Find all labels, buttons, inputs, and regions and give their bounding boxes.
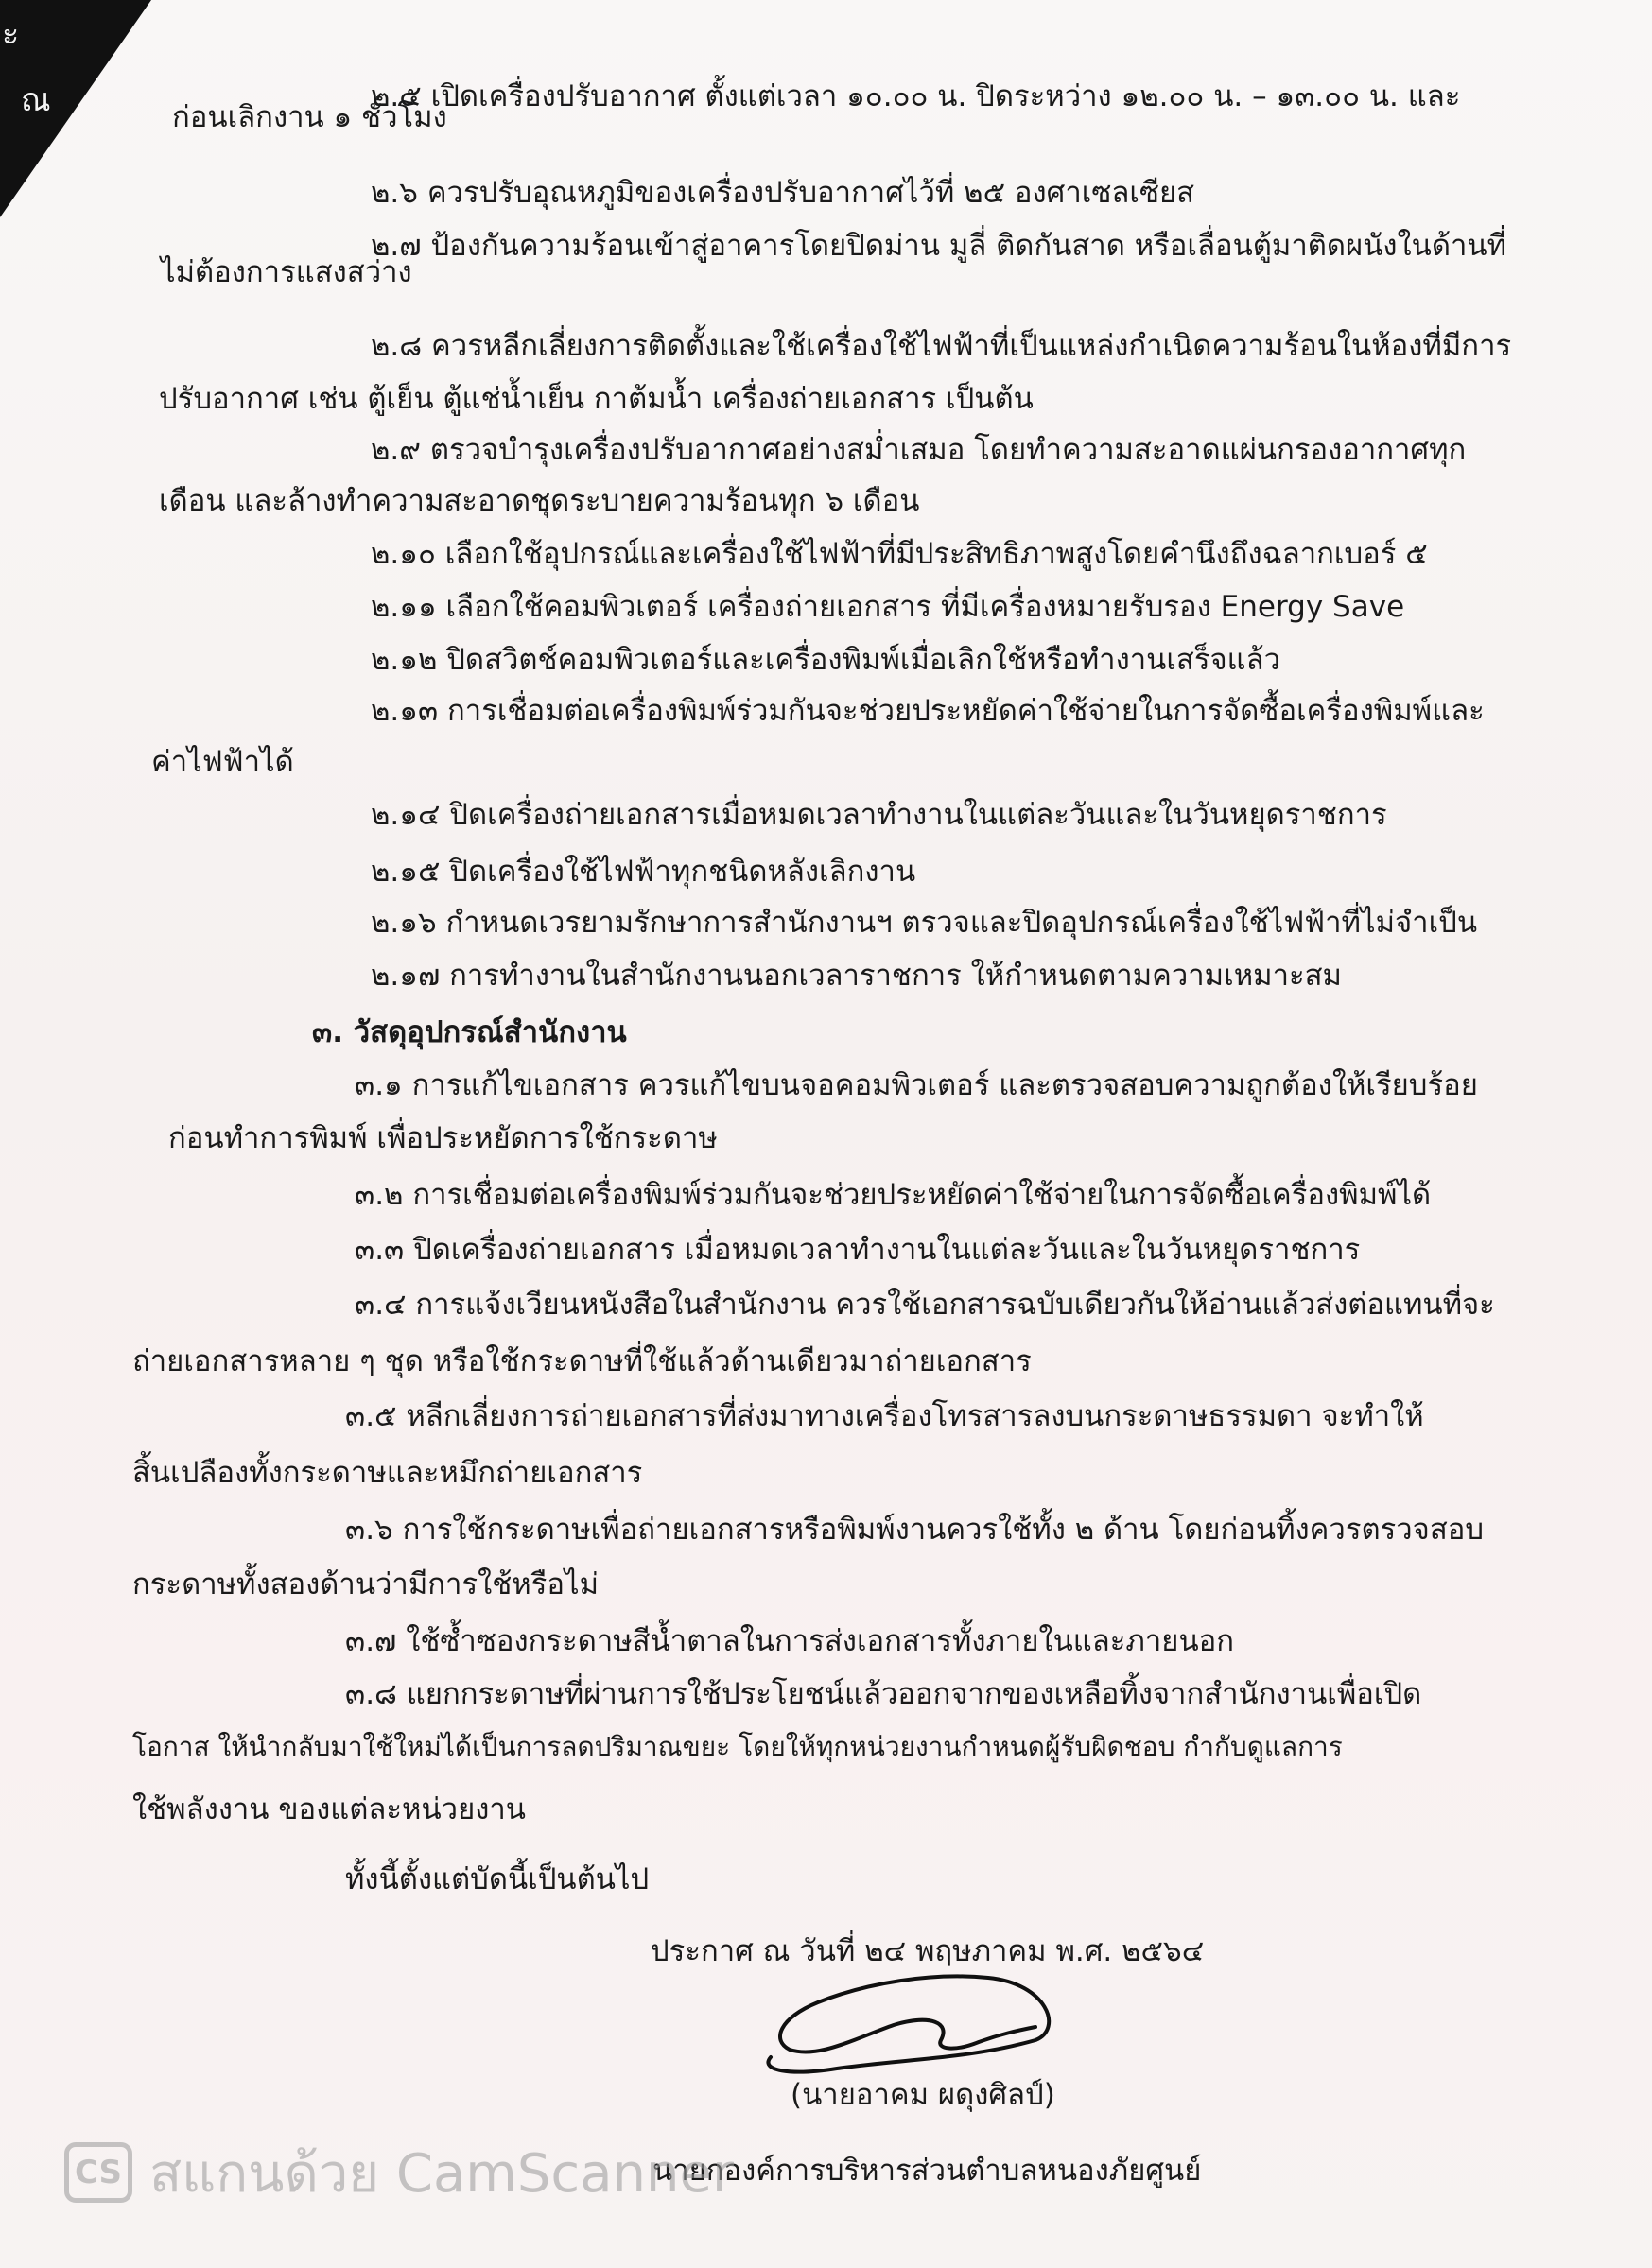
camscanner-watermark: [64, 2138, 734, 2207]
watermark-text: สแกนด้วย CamScanner: [149, 2142, 734, 2205]
clause-2-14: ๒.๑๔ ปิดเครื่องถ่ายเอกสารเมื่อหมดเวลาทำงานในแต่ละวันและในวันหยุดราชการ: [371, 798, 1387, 832]
clause-2-5: ๒.๕ เปิดเครื่องปรับอากาศ ตั้งแต่เวลา ๑๐.๐๐ น. ปิดระหว่าง ๑๒.๐๐ น. – ๑๓.๐๐ น. และ: [371, 79, 1461, 113]
clause-2-7-cont: ไม่ต้องการแสงสว่าง: [161, 255, 412, 289]
clause-2-6: ๒.๖ ควรปรับอุณหภูมิของเครื่องปรับอากาศไว้ที่ ๒๕ องศาเซลเซียส: [371, 176, 1195, 210]
clause-2-8-cont: ปรับอากาศ เช่น ตู้เย็น ตู้แช่น้ำเย็น กาต้มน้ำ เครื่องถ่ายเอกสาร เป็นต้น: [159, 382, 1034, 416]
clause-3-8-cont: โอกาส ให้นำกลับมาใช้ใหม่ได้เป็นการลดปริมาณขยะ โดยให้ทุกหน่วยงานกำหนดผู้รับผิดชอบ กำกับดูแลการ: [132, 1731, 1343, 1762]
clause-3-2: ๓.๒ การเชื่อมต่อเครื่องพิมพ์ร่วมกันจะช่วยประหยัดค่าใช้จ่ายในการจัดซื้อเครื่องพิมพ์ได้: [355, 1178, 1432, 1212]
clause-3-1: ๓.๑ การแก้ไขเอกสาร ควรแก้ไขบนจอคอมพิวเตอร์ และตรวจสอบความถูกต้องให้เรียบร้อย: [355, 1068, 1478, 1102]
clause-3-1-cont: ก่อนทำการพิมพ์ เพื่อประหยัดการใช้กระดาษ: [168, 1121, 718, 1155]
clause-3-5: ๓.๕ หลีกเลี่ยงการถ่ายเอกสารที่ส่งมาทางเครื่องโทรสารลงบนกระดาษธรรมดา จะทำให้: [345, 1399, 1424, 1433]
clause-3-8: ๓.๘ แยกกระดาษที่ผ่านการใช้ประโยชน์แล้วออกจากของเหลือทิ้งจากสำนักงานเพื่อเปิด: [345, 1677, 1422, 1711]
clause-2-5-cont: ก่อนเลิกงาน ๑ ชั่วโมง: [172, 100, 447, 134]
clause-3-3: ๓.๓ ปิดเครื่องถ่ายเอกสาร เมื่อหมดเวลาทำงานในแต่ละวันและในวันหยุดราชการ: [355, 1233, 1361, 1267]
corner-mark: ะ: [2, 15, 20, 53]
section-3-heading: ๓. วัสดุอุปกรณ์สำนักงาน: [312, 1015, 627, 1049]
clause-2-7: ๒.๗ ป้องกันความร้อนเข้าสู่อาคารโดยปิดม่าน มูลี่ ติดกันสาด หรือเลื่อนตู้มาติดผนังในด้านที่: [371, 229, 1507, 263]
clause-2-9-cont: เดือน และล้างทำความสะอาดชุดระบายความร้อนทุก ๖ เดือน: [159, 484, 920, 518]
camscanner-logo-icon: CS: [64, 2142, 132, 2203]
announcement-date: ประกาศ ณ วันที่ ๒๔ พฤษภาคม พ.ศ. ๒๕๖๔: [651, 1934, 1205, 1968]
clause-2-10: ๒.๑๐ เลือกใช้อุปกรณ์และเครื่องใช้ไฟฟ้าที่มีประสิทธิภาพสูงโดยคำนึงถึงฉลากเบอร์ ๕: [371, 537, 1428, 571]
clause-2-12: ๒.๑๒ ปิดสวิตช์คอมพิวเตอร์และเครื่องพิมพ์เมื่อเลิกใช้หรือทำงานเสร็จแล้ว: [371, 643, 1281, 677]
clause-3-4-cont: ถ่ายเอกสารหลาย ๆ ชุด หรือใช้กระดาษที่ใช้แล้วด้านเดียวมาถ่ายเอกสาร: [132, 1344, 1032, 1378]
clause-2-16: ๒.๑๖ กำหนดเวรยามรักษาการสำนักงานฯ ตรวจและปิดอุปกรณ์เครื่องใช้ไฟฟ้าที่ไม่จำเป็น: [371, 906, 1478, 940]
handwritten-signature: [752, 1946, 1064, 2078]
clause-2-13: ๒.๑๓ การเชื่อมต่อเครื่องพิมพ์ร่วมกันจะช่วยประหยัดค่าใช้จ่ายในการจัดซื้อเครื่องพิมพ์และ: [371, 694, 1485, 728]
clause-2-15: ๒.๑๕ ปิดเครื่องใช้ไฟฟ้าทุกชนิดหลังเลิกงาน: [371, 855, 916, 889]
clause-3-6-cont: กระดาษทั้งสองด้านว่ามีการใช้หรือไม่: [132, 1567, 600, 1601]
corner-mark: ณ: [21, 81, 51, 119]
clause-3-8-cont2: ใช้พลังงาน ของแต่ละหน่วยงาน: [132, 1792, 526, 1827]
clause-2-17: ๒.๑๗ การทำงานในสำนักงานนอกเวลาราชการ ให้กำหนดตามความเหมาะสม: [371, 959, 1342, 993]
effective-statement: ทั้งนี้ตั้งแต่บัดนี้เป็นต้นไป: [345, 1862, 650, 1896]
clause-3-5-cont: สิ้นเปลืองทั้งกระดาษและหมึกถ่ายเอกสาร: [132, 1456, 643, 1490]
clause-2-9: ๒.๙ ตรวจบำรุงเครื่องปรับอากาศอย่างสม่ำเสมอ โดยทำความสะอาดแผ่นกรองอากาศทุก: [371, 433, 1467, 467]
clause-2-13-cont: ค่าไฟฟ้าได้: [151, 745, 294, 779]
clause-3-6: ๓.๖ การใช้กระดาษเพื่อถ่ายเอกสารหรือพิมพ์งานควรใช้ทั้ง ๒ ด้าน โดยก่อนทิ้งควรตรวจสอบ: [345, 1513, 1485, 1547]
clause-2-8: ๒.๘ ควรหลีกเลี่ยงการติดตั้งและใช้เครื่องใช้ไฟฟ้าที่เป็นแหล่งกำเนิดความร้อนในห้องที่มีการ: [371, 329, 1512, 363]
clause-3-7: ๓.๗ ใช้ซ้ำซองกระดาษสีน้ำตาลในการส่งเอกสารทั้งภายในและภายนอก: [345, 1624, 1235, 1658]
signer-name: (นายอาคม ผดุงศิลป์): [791, 2078, 1055, 2112]
clause-2-11: ๒.๑๑ เลือกใช้คอมพิวเตอร์ เครื่องถ่ายเอกสาร ที่มีเครื่องหมายรับรอง Energy Save: [371, 590, 1405, 624]
clause-3-4: ๓.๔ การแจ้งเวียนหนังสือในสำนักงาน ควรใช้เอกสารฉบับเดียวกันให้อ่านแล้วส่งต่อแทนที่จะ: [355, 1288, 1495, 1322]
signer-title: นายกองค์การบริหารส่วนตำบลหนองภัยศูนย์: [652, 2154, 1202, 2188]
